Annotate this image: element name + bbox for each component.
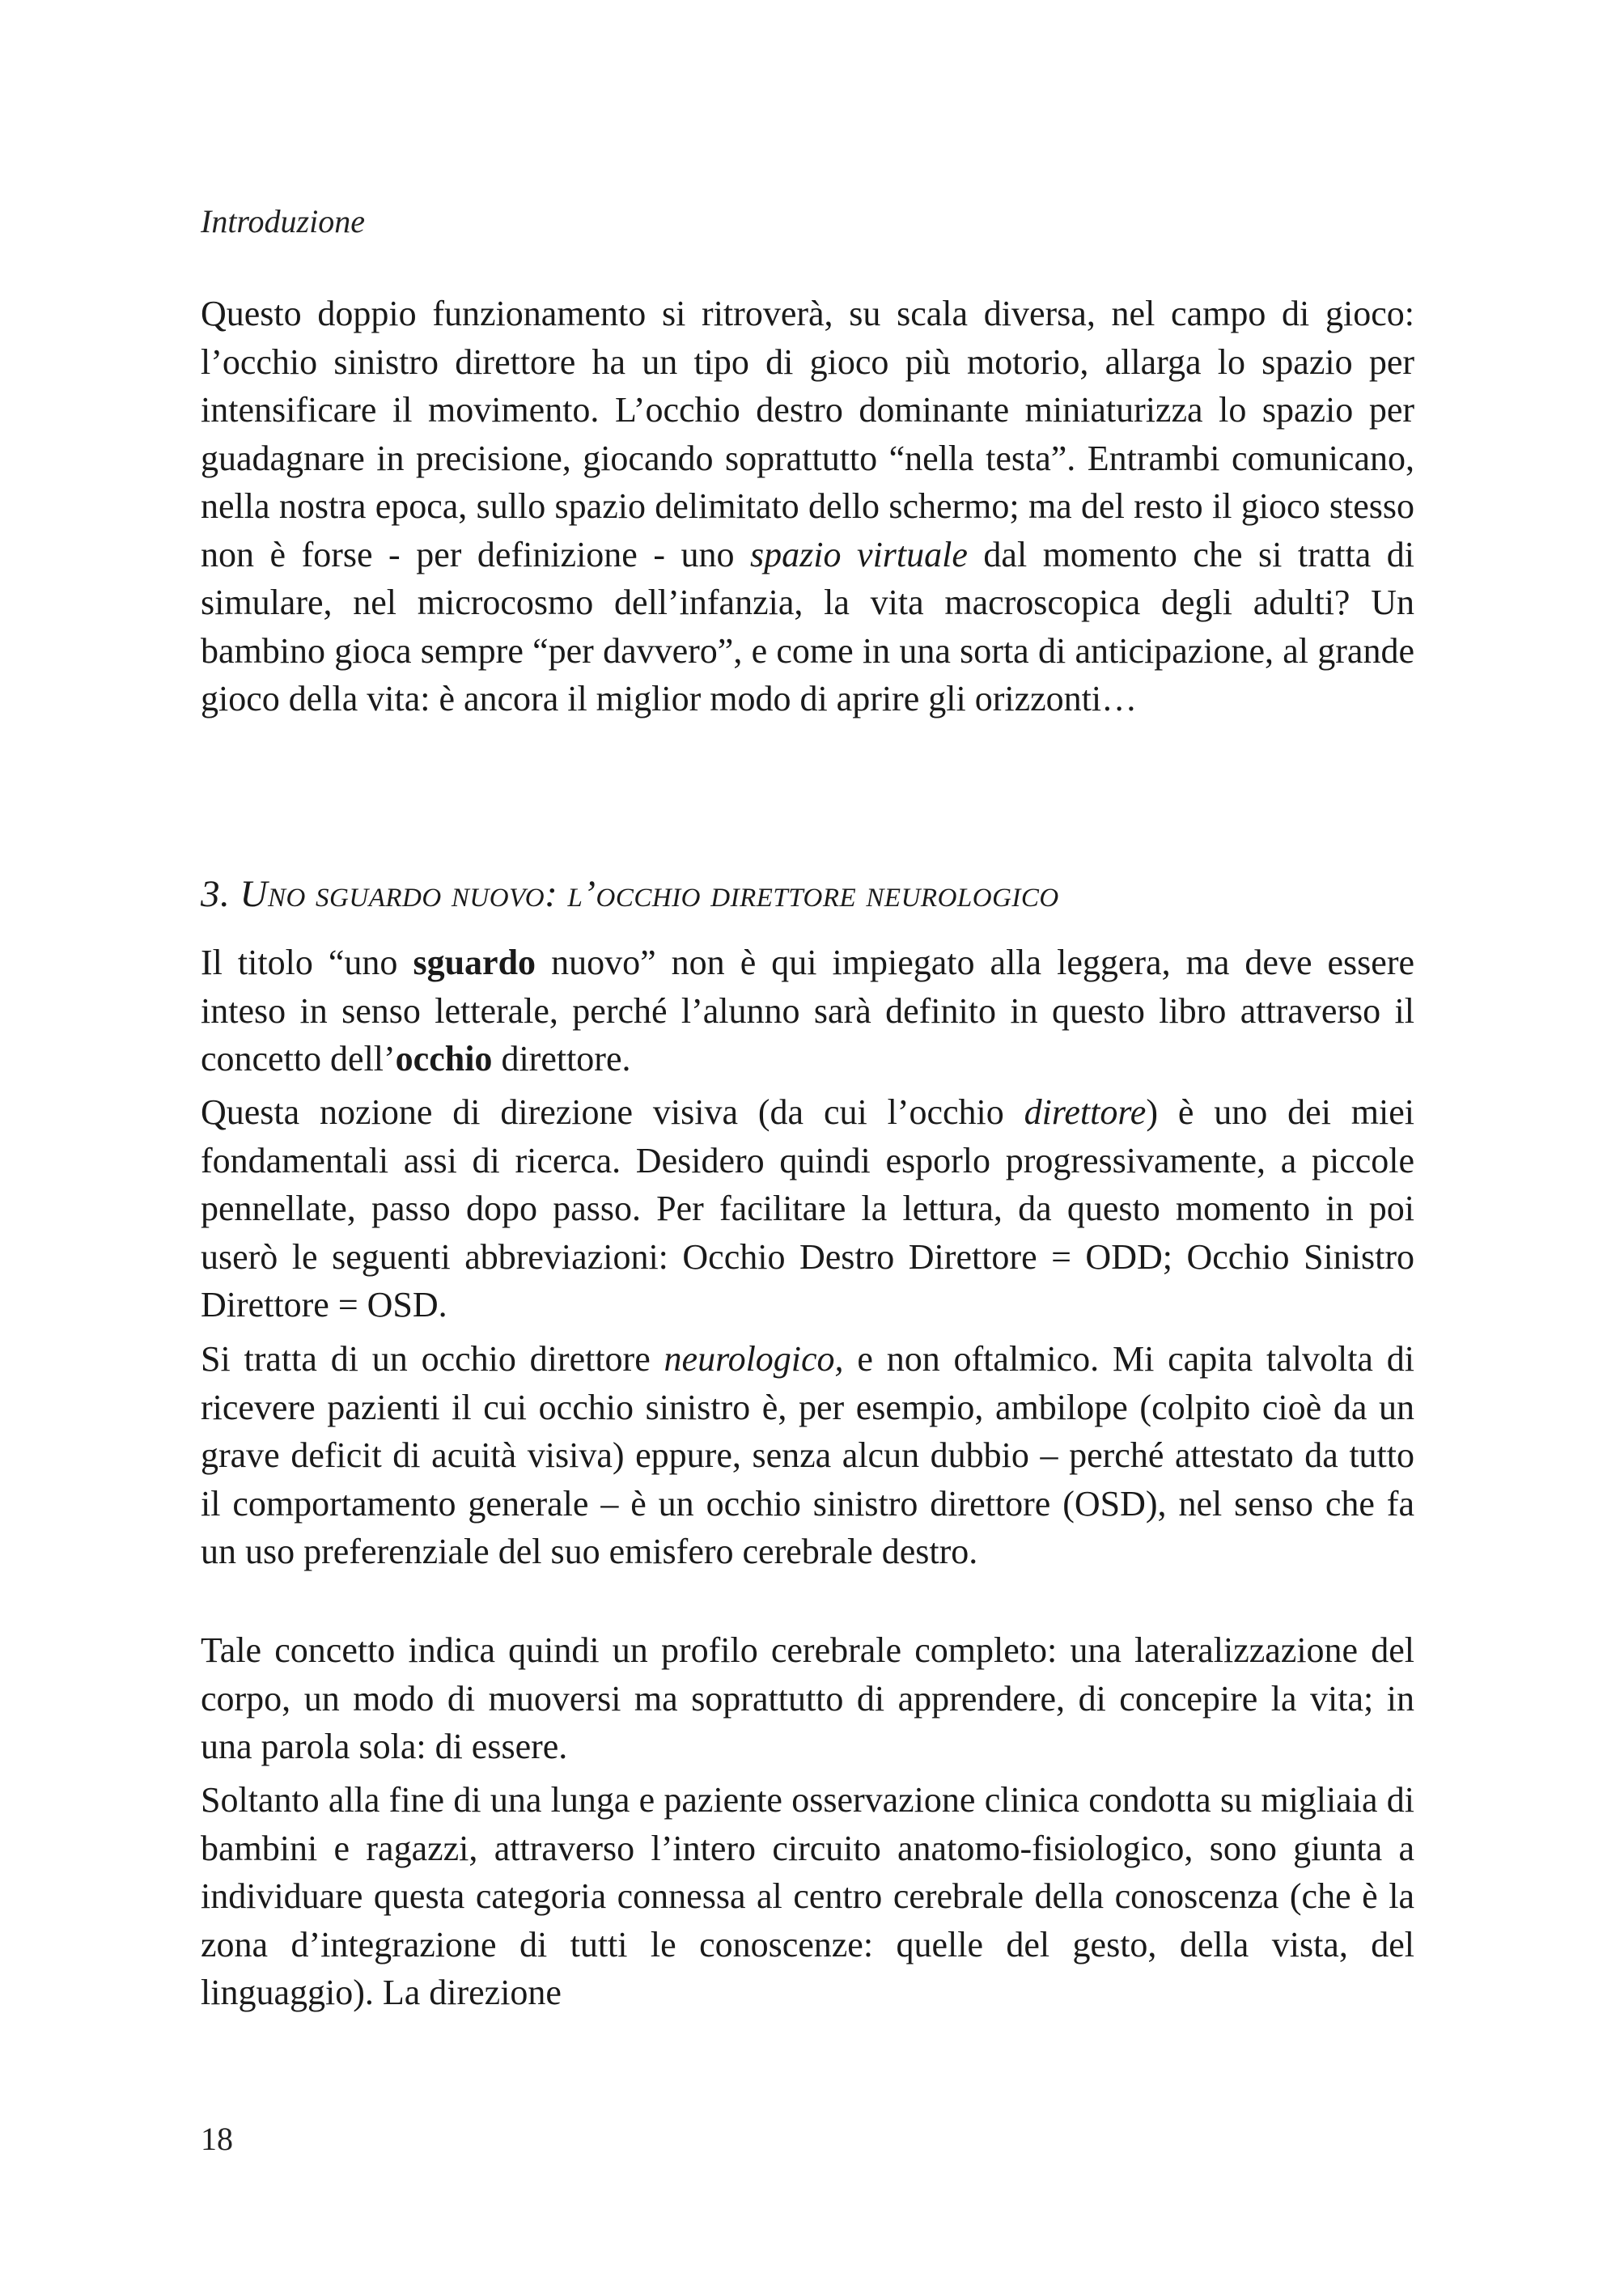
paragraph-clinical-observation: Soltanto alla fine di una lunga e paziente osservazione clinica condotta su migliaia di bambini e ragazzi, attraverso l’intero circuito anatomo-fisiologico, sono giunta a individuare questa categoria connessa al centro cerebrale della conoscenza (che è la zona d’integrazione di tutti le conoscenze: quelle del gesto, della vista, del linguaggio). La direzione: [201, 1780, 1414, 2012]
section-heading: 3. Uno sguardo nuovo: l’occhio direttore neurologico: [201, 873, 1059, 915]
text-run: ) è uno dei miei fondamentali assi di ricerca. Desidero quindi esporlo progressivamente, a piccole pennellate, passo dopo passo. Per facilitare la lettura, da questo momento in poi userò le seguenti abbreviazioni: Occhio Destro Direttore = ODD; Occhio Sinistro Direttore = OSD.: [201, 1092, 1415, 1325]
page-number: 18: [201, 2121, 233, 2157]
text-run: Il titolo “uno: [201, 943, 413, 982]
italic-text: spazio virtuale: [750, 534, 968, 574]
paragraph-abbreviations: [201, 1088, 1414, 1329]
paragraph-game-space: [201, 290, 1414, 723]
paragraph-cerebral-profile: Tale concetto indica quindi un profilo cerebrale completo: una lateralizzazione del corpo, un modo di muoversi ma soprattutto di apprendere, di concepire la vita; in una parola sola: di essere.: [201, 1630, 1414, 1766]
bold-text: occhio: [395, 1039, 493, 1079]
text-run: e non oftalmico. Mi capita talvolta di ricevere pazienti il cui occhio sinistro è, per esempio, ambilope (colpito cioè da un grave deficit di acuità visiva) eppure, senza alcun dubbio – perché attestato da tutto il comportamento generale – è un occhio sinistro direttore (OSD), nel senso che fa un uso preferenziale del suo emisfero cerebrale destro.: [201, 1339, 1414, 1571]
italic-text: neurologico,: [664, 1339, 844, 1379]
paragraph-neurological-eye: [201, 1335, 1414, 1576]
text-run: dal momento che si tratta di simulare, nel microcosmo dell’infanzia, la vita macroscopica degli adulti? Un bambino gioca sempre “per davvero”, e come in una sorta di anticipazione, al grande gioco della vita: è ancora il miglior modo di aprire gli orizzonti…: [201, 534, 1414, 718]
text-run: direttore.: [492, 1039, 631, 1079]
text-run: Si tratta di un occhio direttore: [201, 1339, 664, 1379]
italic-text: direttore: [1024, 1092, 1147, 1132]
paragraph-title-meaning: [201, 939, 1414, 1083]
text-run: nuovo” non è qui impiegato alla leggera, ma deve essere inteso in senso letterale, perché l’alunno sarà definito in questo libro attraverso il concetto dell’: [201, 943, 1415, 1079]
running-head: Introduzione: [201, 203, 365, 239]
text-run: Questo doppio funzionamento si ritroverà, su scala diversa, nel campo di gioco: l’occhio sinistro direttore ha un tipo di gioco più motorio, allarga lo spazio per intensificare il movimento. L’occhio destro dominante miniaturizza lo spazio per guadagnare in precisione, giocando soprattutto “nella testa”. Entrambi comunicano, nella nostra epoca, sullo spazio delimitato dello schermo; ma del resto il gioco stesso non è forse - per definizione - uno: [201, 294, 1414, 574]
bold-text: sguardo: [413, 943, 536, 982]
text-run: Questa nozione di direzione visiva (da cui l’occhio: [201, 1092, 1024, 1132]
